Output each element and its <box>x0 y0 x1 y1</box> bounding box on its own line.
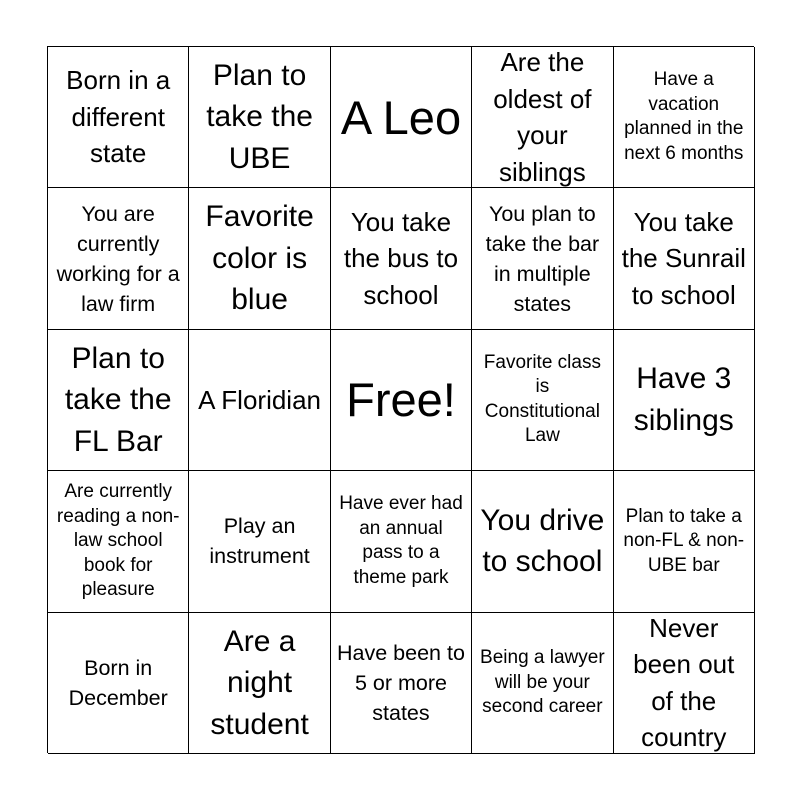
bingo-cell-free[interactable]: Free! <box>331 330 472 471</box>
bingo-cell-r2-c3[interactable]: You take the bus to school <box>331 188 472 329</box>
bingo-board <box>47 46 754 753</box>
bingo-cell-r1-c3[interactable]: A Leo <box>331 47 472 188</box>
bingo-cell-r4-c2[interactable]: Play an instrument <box>189 471 330 612</box>
bingo-cell-r3-c5[interactable]: Have 3 siblings <box>614 330 755 471</box>
bingo-cell-r2-c4[interactable]: You plan to take the bar in multiple states <box>472 188 613 329</box>
bingo-cell-r1-c2[interactable]: Plan to take the UBE <box>189 47 330 188</box>
bingo-cell-r5-c4[interactable]: Being a lawyer will be your second career <box>472 613 613 754</box>
bingo-cell-r5-c5[interactable]: Never been out of the country <box>614 613 755 754</box>
bingo-cell-r4-c1[interactable]: Are currently reading a non-law school book for pleasure <box>48 471 189 612</box>
bingo-cell-r5-c3[interactable]: Have been to 5 or more states <box>331 613 472 754</box>
bingo-cell-r1-c4[interactable]: Are the oldest of your siblings <box>472 47 613 188</box>
bingo-cell-r1-c5[interactable]: Have a vacation planned in the next 6 months <box>614 47 755 188</box>
bingo-cell-r3-c2[interactable]: A Floridian <box>189 330 330 471</box>
bingo-cell-r4-c4[interactable]: You drive to school <box>472 471 613 612</box>
bingo-cell-r3-c1[interactable]: Plan to take the FL Bar <box>48 330 189 471</box>
bingo-cell-r4-c5[interactable]: Plan to take a non-FL & non-UBE bar <box>614 471 755 612</box>
bingo-cell-r4-c3[interactable]: Have ever had an annual pass to a theme park <box>331 471 472 612</box>
bingo-cell-r5-c2[interactable]: Are a night student <box>189 613 330 754</box>
bingo-cell-r1-c1[interactable]: Born in a different state <box>48 47 189 188</box>
bingo-cell-r2-c2[interactable]: Favorite color is blue <box>189 188 330 329</box>
bingo-cell-r5-c1[interactable]: Born in December <box>48 613 189 754</box>
bingo-cell-r2-c1[interactable]: You are currently working for a law firm <box>48 188 189 329</box>
bingo-cell-r2-c5[interactable]: You take the Sunrail to school <box>614 188 755 329</box>
bingo-cell-r3-c4[interactable]: Favorite class is Constitutional Law <box>472 330 613 471</box>
